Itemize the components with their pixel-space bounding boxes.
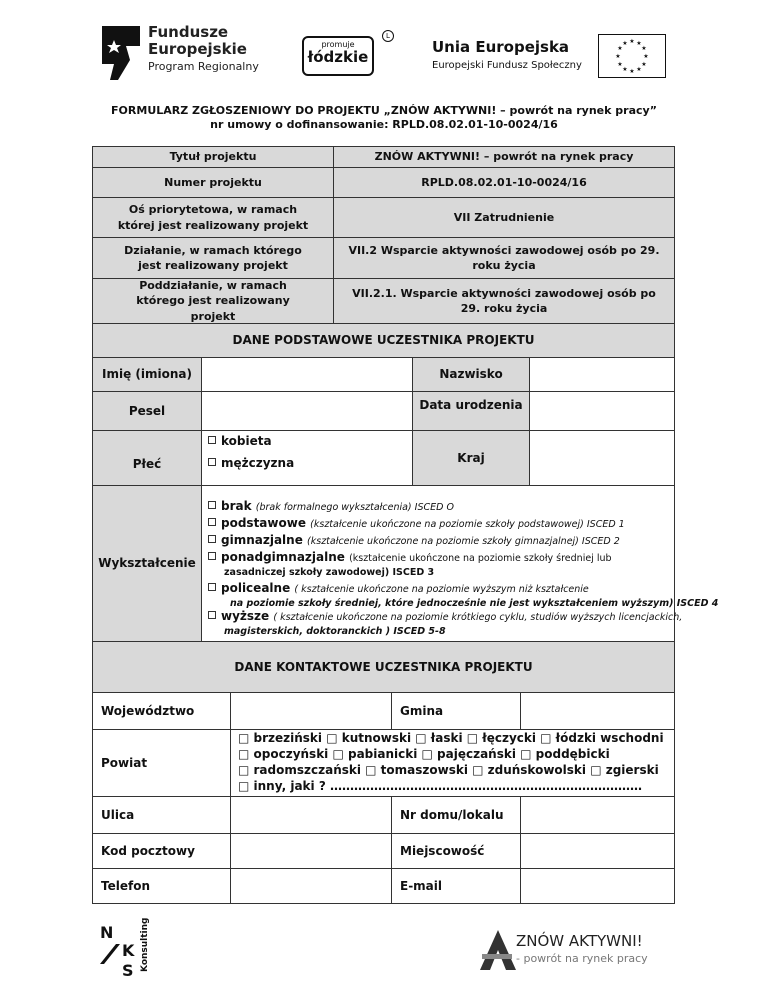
checkbox-icon[interactable] xyxy=(208,518,216,526)
birth-date-input[interactable] xyxy=(529,391,675,431)
svg-text:★: ★ xyxy=(622,66,628,73)
county-options-line3[interactable]: □ radomszczański □ tomaszowski □ zduńskowolski □ zgierski xyxy=(238,763,659,777)
email-input[interactable] xyxy=(520,868,675,904)
phone-input[interactable] xyxy=(230,868,392,904)
priority-axis-value: VII Zatrudnienie xyxy=(333,197,675,238)
edu-ponadgimnazjalne-label: ponadgimnazjalne xyxy=(221,550,345,564)
project-number-value: RPLD.08.02.01-10-0024/16 xyxy=(333,167,675,198)
action-label: Działanie, w ramach którego jest realizowany projekt xyxy=(92,237,334,279)
fe-line1: Fundusze xyxy=(148,23,229,41)
nks-konsulting-logo xyxy=(98,918,160,978)
promuje-small: promuje xyxy=(321,40,355,49)
phone-label: Telefon xyxy=(92,868,231,904)
subaction-label: Poddziałanie, w ramach którego jest realizowany projekt xyxy=(92,278,334,324)
edu-policealne-option[interactable] xyxy=(208,580,589,597)
svg-text:N: N xyxy=(100,923,114,942)
country-label: Kraj xyxy=(412,430,530,486)
first-name-input[interactable] xyxy=(201,357,413,392)
edu-podstawowe-desc: (kształcenie ukończone na poziomie szkoły podstawowej) ISCED 1 xyxy=(310,519,625,530)
checkbox-icon[interactable] xyxy=(208,458,216,466)
gender-female-option[interactable] xyxy=(208,433,272,450)
svg-text:★: ★ xyxy=(636,66,642,73)
project-title-label: Tytuł projektu xyxy=(92,146,334,168)
ue-sub: Europejski Fundusz Społeczny xyxy=(432,60,582,71)
svg-text:★: ★ xyxy=(617,61,623,68)
checkbox-icon[interactable] xyxy=(208,436,216,444)
edu-brak-label: brak xyxy=(221,499,252,513)
svg-text:★: ★ xyxy=(629,38,635,45)
svg-text:★: ★ xyxy=(641,61,647,68)
postal-code-label: Kod pocztowy xyxy=(92,833,231,869)
form-title-line1: FORMULARZ ZGŁOSZENIOWY DO PROJEKTU „ZNÓW AKTYWNI! – powrót na rynek pracy” xyxy=(111,104,657,117)
birth-date-label: Data urodzenia xyxy=(412,391,530,431)
municipality-input[interactable] xyxy=(520,692,675,730)
checkbox-icon[interactable] xyxy=(208,583,216,591)
education-options xyxy=(201,485,719,642)
za-subtitle: - powrót na rynek pracy xyxy=(516,952,648,965)
edu-policealne-label: policealne xyxy=(221,581,291,595)
priority-axis-label: Oś priorytetowa, w ramach której jest realizowany projekt xyxy=(92,197,334,238)
county-label: Powiat xyxy=(92,729,231,797)
checkbox-icon[interactable] xyxy=(208,552,216,560)
postal-code-input[interactable] xyxy=(230,833,392,869)
svg-text:★: ★ xyxy=(636,40,642,47)
gender-female-label: kobieta xyxy=(221,434,272,448)
city-input[interactable] xyxy=(520,833,675,869)
edu-ponadgimnazjalne-option[interactable] xyxy=(208,549,612,566)
email-label: E-mail xyxy=(391,868,521,904)
subaction-value: VII.2.1. Wsparcie aktywności zawodowej osób po 29. roku życia xyxy=(333,278,675,324)
edu-wyzsze-label: wyższe xyxy=(221,609,270,623)
za-emblem-icon xyxy=(478,928,518,972)
street-input[interactable] xyxy=(230,796,392,834)
edu-brak-option[interactable] xyxy=(208,498,454,515)
basic-data-heading: DANE PODSTAWOWE UCZESTNIKA PROJEKTU xyxy=(92,323,675,358)
gender-options xyxy=(201,430,413,486)
gender-male-option[interactable] xyxy=(208,455,294,472)
voivodeship-input[interactable] xyxy=(230,692,392,730)
svg-text:★: ★ xyxy=(641,45,647,52)
edu-gimnazjalne-label: gimnazjalne xyxy=(221,533,303,547)
street-label: Ulica xyxy=(92,796,231,834)
promuje-big: łódzkie xyxy=(307,48,369,66)
first-name-label: Imię (imiona) xyxy=(92,357,202,392)
edu-wyzsze-desc2: magisterskich, doktoranckich ) ISCED 5-8 xyxy=(224,626,446,637)
form-title-line2: nr umowy o dofinansowanie: RPLD.08.02.01-10-0024/16 xyxy=(210,118,558,131)
fe-emblem-icon xyxy=(100,24,142,82)
svg-text:★: ★ xyxy=(643,53,649,60)
checkbox-icon[interactable] xyxy=(208,535,216,543)
project-number-label: Numer projektu xyxy=(92,167,334,198)
edu-policealne-desc2: na poziomie szkoły średniej, które jednocześnie nie jest wykształceniem wyższym) ISCED 4 xyxy=(230,598,719,609)
country-input[interactable] xyxy=(529,430,675,486)
eu-stars-icon xyxy=(599,35,665,77)
house-number-input[interactable] xyxy=(520,796,675,834)
gender-male-label: mężczyzna xyxy=(221,456,295,470)
edu-podstawowe-option[interactable] xyxy=(208,515,625,532)
edu-ponadgimnazjalne-desc2: zasadniczej szkoły zawodowej) ISCED 3 xyxy=(224,567,435,578)
county-options-line4[interactable]: □ inny, jaki ? …………………………………………………………………… xyxy=(238,779,642,793)
county-options-line2[interactable]: □ opoczyński □ pabianicki □ pajęczański □ poddębicki xyxy=(238,747,610,761)
edu-policealne-desc: ( kształcenie ukończone na poziomie wyższym niż kształcenie xyxy=(294,584,589,595)
edu-brak-desc: (brak formalnego wykształcenia) ISCED O xyxy=(255,502,454,513)
svg-text:★: ★ xyxy=(617,45,623,52)
fundusze-europejskie-logo xyxy=(100,22,270,84)
gender-label: Płeć xyxy=(92,430,202,486)
fe-line3: Program Regionalny xyxy=(148,60,259,73)
edu-podstawowe-label: podstawowe xyxy=(221,516,306,530)
ue-title: Unia Europejska xyxy=(432,38,570,56)
svg-text:★: ★ xyxy=(629,68,635,75)
checkbox-icon[interactable] xyxy=(208,501,216,509)
city-label: Miejscowość xyxy=(391,833,521,869)
voivodeship-label: Województwo xyxy=(92,692,231,730)
edu-ponadgimnazjalne-desc: (kształcenie ukończone na poziomie szkoły średniej lub xyxy=(349,553,612,564)
edu-gimnazjalne-desc: (kształcenie ukończone na poziomie szkoły gimnazjalnej) ISCED 2 xyxy=(307,536,620,547)
house-number-label: Nr domu/lokalu xyxy=(391,796,521,834)
action-value: VII.2 Wsparcie aktywności zawodowej osób po 29. roku życia xyxy=(333,237,675,279)
eu-flag-icon xyxy=(598,34,666,78)
checkbox-icon[interactable] xyxy=(208,611,216,619)
znow-aktywni-logo xyxy=(478,928,668,978)
svg-text:K: K xyxy=(122,941,135,960)
municipality-label: Gmina xyxy=(391,692,521,730)
svg-text:S: S xyxy=(122,961,134,978)
za-title: ZNÓW AKTYWNI! xyxy=(516,932,643,950)
nks-emblem-icon xyxy=(98,918,144,978)
county-options-line1[interactable]: □ brzeziński □ kutnowski □ łaski □ łęczycki □ łódzki wschodni xyxy=(238,731,664,745)
svg-text:★: ★ xyxy=(615,53,621,60)
pesel-label: Pesel xyxy=(92,391,202,431)
fe-line2: Europejskie xyxy=(148,40,247,58)
edu-wyzsze-desc: ( kształcenie ukończone na poziomie krótkiego cyklu, studiów wyższych licencjackich, xyxy=(273,612,683,623)
konsulting-text: Konsulting xyxy=(140,917,150,972)
promuje-lodzkie-logo xyxy=(302,36,374,76)
last-name-label: Nazwisko xyxy=(412,357,530,392)
pesel-input[interactable] xyxy=(201,391,413,431)
education-label: Wykształcenie xyxy=(92,485,202,642)
edu-gimnazjalne-option[interactable] xyxy=(208,532,620,549)
svg-text:★: ★ xyxy=(622,40,628,47)
edu-wyzsze-option[interactable] xyxy=(208,608,682,625)
trademark-icon: L xyxy=(382,30,394,42)
contact-data-heading: DANE KONTAKTOWE UCZESTNIKA PROJEKTU xyxy=(92,641,675,693)
last-name-input[interactable] xyxy=(529,357,675,392)
project-title-value: ZNÓW AKTYWNI! – powrót na rynek pracy xyxy=(333,146,675,168)
form-title xyxy=(0,104,768,132)
